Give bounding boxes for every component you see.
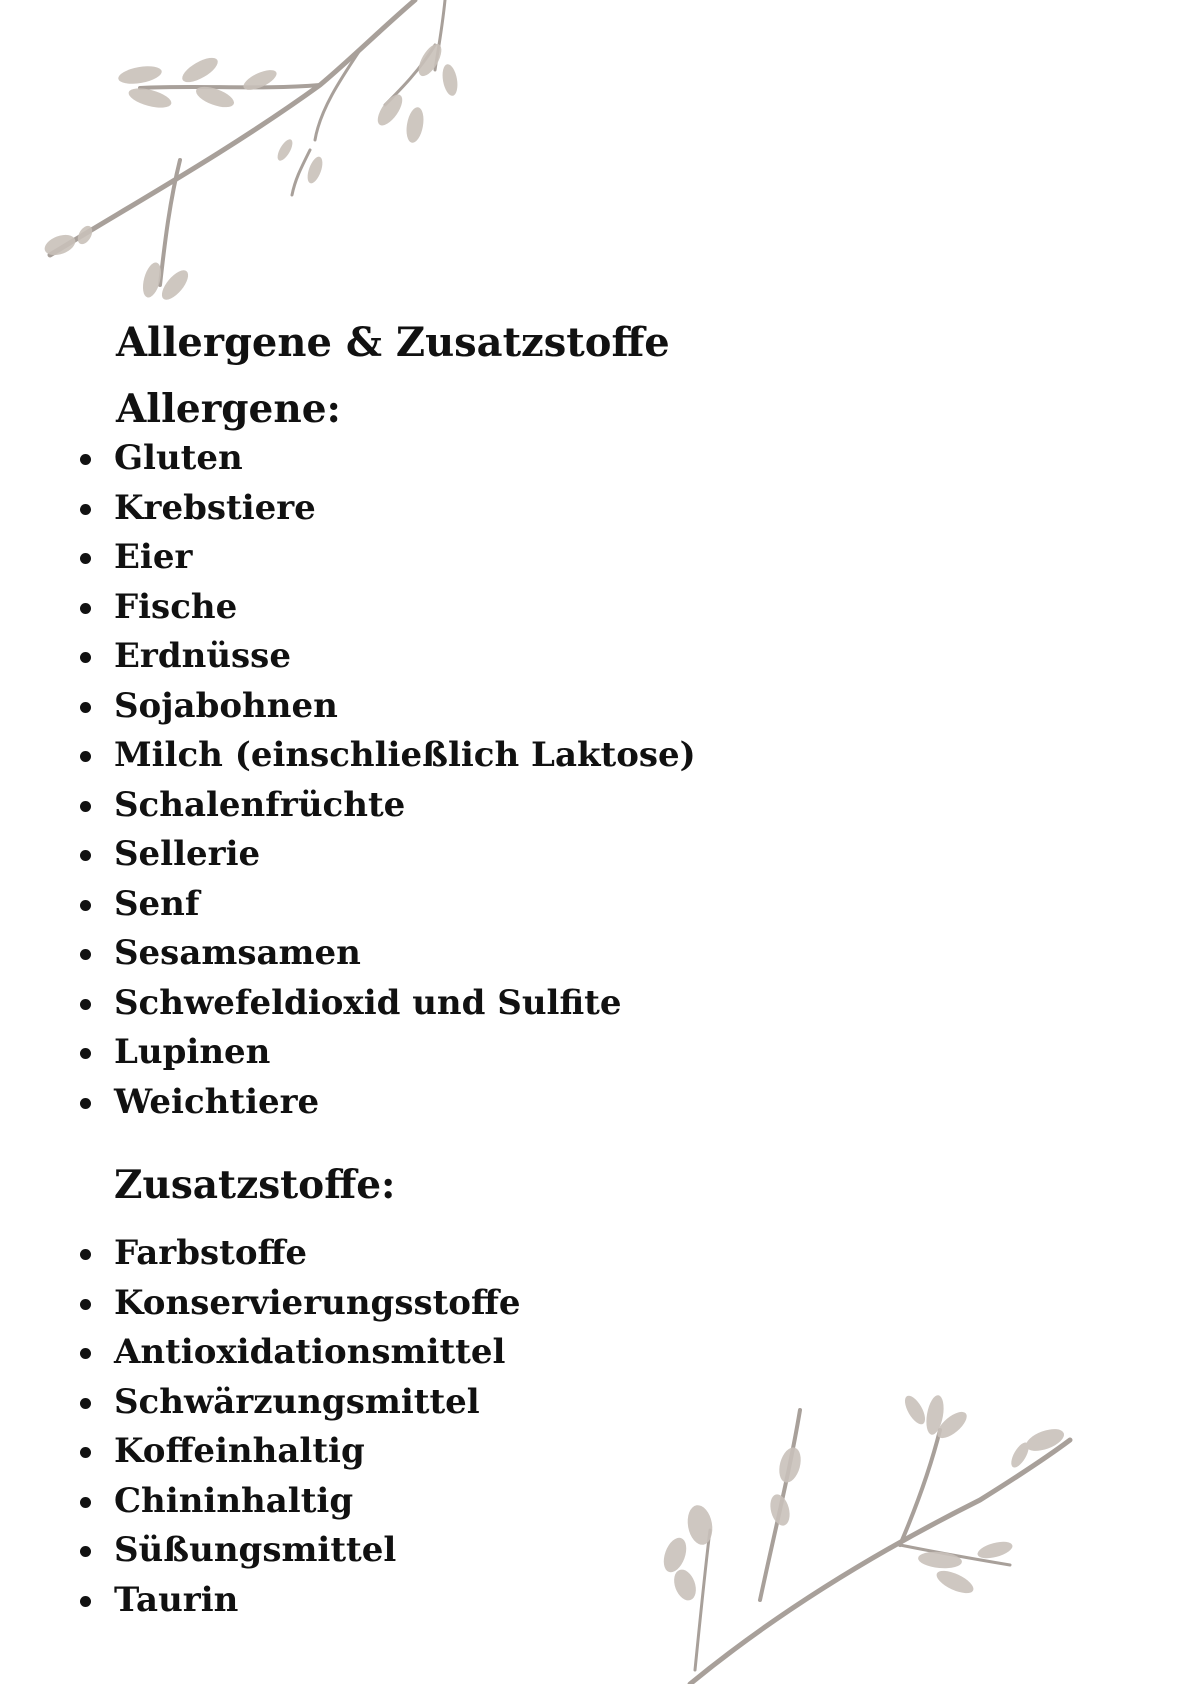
bullet-icon: [80, 603, 91, 614]
bullet-icon: [80, 1348, 91, 1359]
bullet-icon: [80, 1249, 91, 1260]
bullet-icon: [80, 652, 91, 663]
list-item-label: Eier: [114, 537, 193, 577]
list-item-label: Konservierungsstoffe: [114, 1282, 521, 1323]
list-item-label: Gluten: [114, 438, 243, 478]
bullet-icon: [80, 1447, 91, 1458]
bullet-icon: [80, 751, 91, 762]
bullet-icon: [80, 553, 91, 564]
list-item-label: Koffeinhaltig: [114, 1431, 365, 1471]
list-item-label: Antioxidationsmittel: [114, 1332, 506, 1372]
bullet-icon: [80, 1098, 91, 1109]
list-item-label: Schwefeldioxid und Sulfite: [114, 982, 622, 1023]
list-item-label: Erdnüsse: [114, 636, 291, 676]
bullet-icon: [80, 801, 91, 812]
bullet-icon: [80, 504, 91, 515]
list-item-label: Taurin: [114, 1579, 239, 1620]
list-item-label: Schalenfrüchte: [114, 784, 406, 825]
branch-top-left-icon: [30, 0, 490, 320]
additives-heading: Zusatzstoffe:: [114, 1162, 396, 1208]
list-item-label: Weichtiere: [114, 1081, 320, 1122]
list-item-label: Farbstoffe: [114, 1233, 308, 1273]
bullet-icon: [80, 999, 91, 1010]
page-title: Allergene & Zusatzstoffe: [116, 319, 670, 366]
bullet-icon: [80, 1398, 91, 1409]
list-item-label: Süßungsmittel: [114, 1530, 397, 1570]
bullet-icon: [80, 454, 91, 465]
branch-bottom-right-icon: [650, 1370, 1160, 1684]
list-item-label: Senf: [114, 883, 200, 924]
list-item-label: Sojabohnen: [114, 685, 338, 726]
list-item-label: Krebstiere: [114, 487, 316, 528]
list-item-label: Lupinen: [114, 1032, 271, 1072]
list-item-label: Sesamsamen: [114, 933, 361, 973]
bullet-icon: [80, 1299, 91, 1310]
bullet-icon: [80, 1596, 91, 1607]
list-item-label: Schwärzungsmittel: [114, 1381, 480, 1422]
list-item-label: Fische: [114, 586, 238, 627]
bullet-icon: [80, 900, 91, 911]
list-item-label: Milch (einschließlich Laktose): [114, 735, 696, 775]
list-item-label: Sellerie: [114, 834, 261, 874]
allergens-heading: Allergene:: [116, 386, 341, 432]
bullet-icon: [80, 1048, 91, 1059]
bullet-icon: [80, 1546, 91, 1557]
bullet-icon: [80, 1497, 91, 1508]
bullet-icon: [80, 949, 91, 960]
bullet-icon: [80, 850, 91, 861]
list-item-label: Chininhaltig: [114, 1480, 354, 1521]
bullet-icon: [80, 702, 91, 713]
